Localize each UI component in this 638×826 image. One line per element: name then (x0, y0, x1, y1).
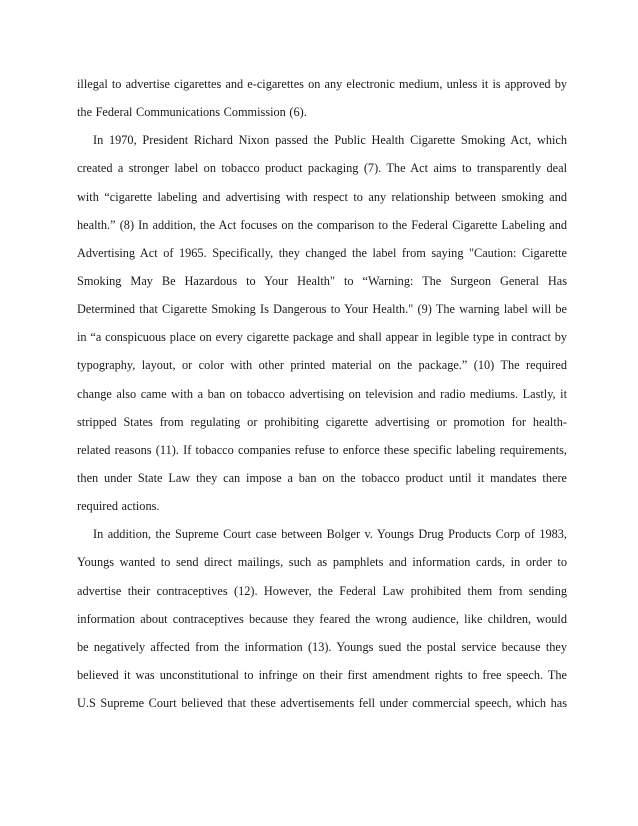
text-line: information about contraceptives because they feared the wrong audience, like children, would (77, 611, 567, 626)
text-line: typography, layout, or color with other printed material on the package.” (10) The required (77, 358, 567, 373)
text-line: illegal to advertise cigarettes and e-cigarettes on any electronic medium, unless it is approved by (77, 77, 567, 91)
text-line: then under State Law they can impose a ban on the tobacco product until it mandates there (77, 470, 567, 485)
text-line: in “a conspicuous place on every cigarette package and shall appear in legible type in contract by (77, 330, 567, 345)
text-line: required actions. (77, 499, 160, 514)
text-line: related reasons (11). If tobacco companies refuse to enforce these specific labeling requirements, (77, 442, 567, 457)
body-text (77, 70, 567, 717)
text-line: Determined that Cigarette Smoking Is Dangerous to Your Health." (9) The warning label will be (77, 302, 567, 317)
text-line: Smoking May Be Hazardous to Your Health" to “Warning: The Surgeon General Has (77, 273, 567, 288)
text-line: stripped States from regulating or prohibiting cigarette advertising or promotion for health- (77, 414, 567, 429)
text-line: believed it was unconstitutional to infringe on their first amendment rights to free speech. The (77, 667, 567, 682)
text-line: be negatively affected from the information (13). Youngs sued the postal service because they (77, 639, 567, 654)
text-line: U.S Supreme Court believed that these advertisements fell under commercial speech, which has (77, 696, 567, 711)
text-line: with “cigarette labeling and advertising with respect to any relationship between smoking and (77, 189, 567, 204)
text-line: advertise their contraceptives (12). However, the Federal Law prohibited them from sending (77, 583, 567, 598)
text-line: created a stronger label on tobacco product packaging (7). The Act aims to transparently deal (77, 161, 567, 176)
paragraph-first-line: In addition, the Supreme Court case between Bolger v. Youngs Drug Products Corp of 1983, (93, 527, 567, 542)
text-line: Advertising Act of 1965. Specifically, they changed the label from saying "Caution: Cigarette (77, 245, 567, 260)
text-line: Youngs wanted to send direct mailings, such as pamphlets and information cards, in order to (77, 555, 567, 570)
paragraph-first-line: In 1970, President Richard Nixon passed the Public Health Cigarette Smoking Act, which (93, 133, 567, 148)
text-line: the Federal Communications Commission (6). (77, 105, 307, 120)
text-line: change also came with a ban on tobacco advertising on television and radio mediums. Lastly, it (77, 386, 567, 401)
text-line: health.” (8) In addition, the Act focuses on the comparison to the Federal Cigarette Labeling and (77, 217, 567, 232)
